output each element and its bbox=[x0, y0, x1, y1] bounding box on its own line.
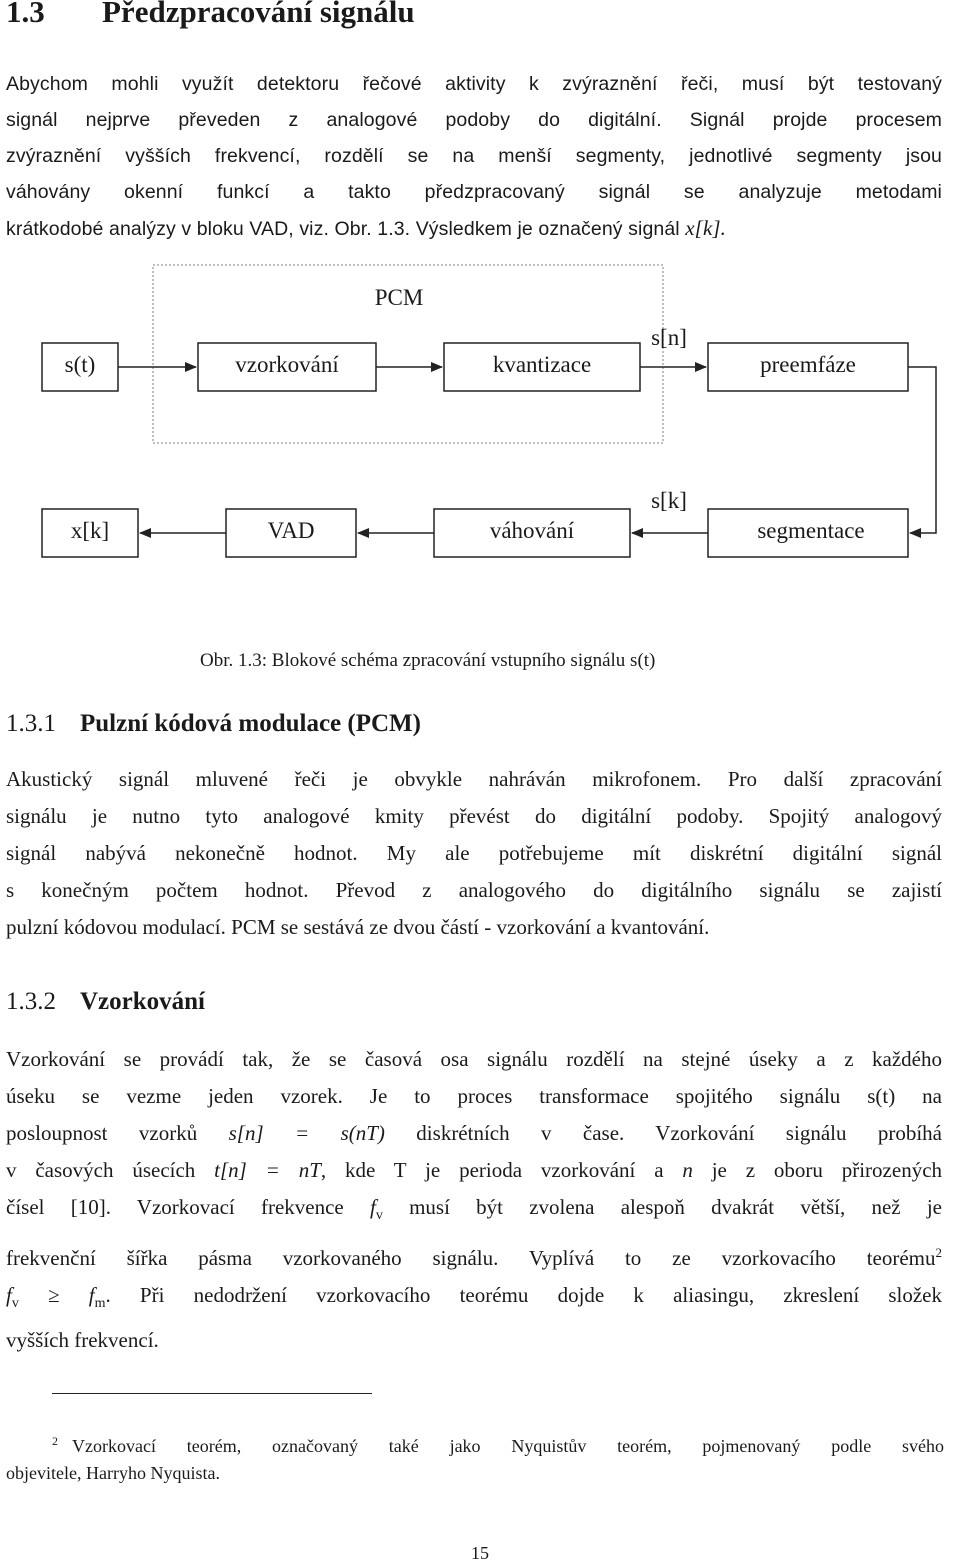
vz-text: čísel [10]. Vzorkovací frekvence bbox=[6, 1195, 370, 1219]
pcm-label: PCM bbox=[374, 285, 424, 310]
section-heading bbox=[6, 0, 415, 30]
vz-math: s(t) bbox=[867, 1084, 896, 1108]
intro-line: signál nejprve převeden z analogové podoby do digitální. Signál projde procesem bbox=[6, 109, 942, 131]
subsection-number: 1.3.1 bbox=[6, 710, 56, 737]
block-vzorkovani-label: vzorkování bbox=[235, 352, 339, 377]
intro-math: x[k]. bbox=[685, 216, 726, 240]
intro-paragraph bbox=[6, 66, 942, 247]
block-segmentace-label: segmentace bbox=[757, 518, 865, 543]
footnote-line: objevitele, Harryho Nyquista. bbox=[6, 1463, 220, 1483]
vz-line bbox=[6, 1078, 942, 1115]
subsection-heading-vzorkovani bbox=[6, 988, 205, 1016]
vz-math: t[n] = nT bbox=[214, 1158, 321, 1182]
pcm-paragraph bbox=[6, 761, 942, 946]
intro-line: Abychom mohli využít detektoru řečové aktivity k zvýraznění řeči, musí být testovaný bbox=[6, 73, 942, 95]
vz-text: posloupnost vzorků bbox=[6, 1121, 229, 1145]
footnote-divider bbox=[52, 1393, 372, 1394]
subsection-title: Pulzní kódová modulace (PCM) bbox=[80, 710, 421, 737]
vz-text: je z oboru přirozených bbox=[692, 1158, 943, 1182]
vz-math: ≥ bbox=[18, 1283, 89, 1308]
vz-math: f bbox=[6, 1283, 12, 1308]
footnote-mark: 2 bbox=[52, 1434, 58, 1448]
vz-math-sub: v bbox=[375, 1208, 383, 1224]
intro-line bbox=[6, 210, 942, 247]
footnote-line bbox=[6, 1428, 944, 1460]
intro-line: zvýraznění vyšších frekvencí, rozdělí se na menší segmenty, jednotlivé segmenty jsou bbox=[6, 145, 942, 167]
intro-line: váhovány okenní funkcí a takto předzpracovaný signál se analyzuje metodami bbox=[6, 181, 942, 203]
vz-text: frekvenční šířka pásma vzorkovaného signálu. Vyplívá to ze vzorkovacího teorému bbox=[6, 1246, 936, 1271]
vz-text: úseku se vezme jeden vzorek. Je to proces transformace spojitého signálu bbox=[6, 1084, 868, 1108]
vz-math-sub: m bbox=[94, 1296, 106, 1312]
block-preemfaze-label: preemfáze bbox=[760, 352, 856, 377]
vz-math: s[n] = s(nT) bbox=[228, 1121, 385, 1145]
vz-line bbox=[6, 1115, 942, 1152]
section-number: 1.3 bbox=[6, 0, 45, 29]
vz-text: v časových úsecích bbox=[6, 1158, 215, 1182]
vz-math: n bbox=[682, 1158, 693, 1182]
vz-line bbox=[6, 1234, 942, 1277]
vz-line: vyšších frekvencí. bbox=[6, 1328, 159, 1353]
vz-line bbox=[6, 1152, 942, 1189]
section-title: Předzpracování signálu bbox=[102, 0, 415, 29]
pcm-line: Akustický signál mluvené řeči je obvykle nahráván mikrofonem. Pro další zpracování bbox=[6, 767, 942, 791]
vz-line: Vzorkování se provádí tak, že se časová osa signálu rozdělí na stejné úseky a z každého bbox=[6, 1047, 942, 1071]
block-diagram bbox=[0, 255, 960, 595]
pcm-line: s konečným počtem hodnot. Převod z analogového do digitálního signálu se zajistí bbox=[6, 878, 942, 902]
block-diagram-lines bbox=[0, 255, 960, 595]
pcm-line: pulzní kódovou modulací. PCM se sestává ze dvou částí - vzorkování a kvantování. bbox=[6, 915, 710, 939]
signal-sk-label: s[k] bbox=[651, 488, 687, 513]
footnote bbox=[6, 1428, 944, 1487]
vz-text: musí být zvolena alespoň dvakrát větší, než je bbox=[382, 1195, 942, 1219]
vz-text: . Při nedodržení vzorkovacího teorému dojde k aliasingu, zkreslení složek bbox=[105, 1283, 942, 1308]
block-vahovani-label: váhování bbox=[489, 518, 575, 543]
vz-line bbox=[6, 1189, 942, 1234]
arrow-preemfaze-segmentace bbox=[908, 367, 936, 533]
vz-line bbox=[6, 1277, 942, 1322]
vzorkovani-paragraph bbox=[6, 1041, 942, 1359]
block-st-label: s(t) bbox=[64, 352, 96, 377]
vz-math: f bbox=[88, 1283, 95, 1308]
signal-sn-label: s[n] bbox=[651, 325, 687, 350]
pcm-line: signálu je nutno tyto analogové kmity převést do digitální podoby. Spojitý analogový bbox=[6, 804, 942, 828]
footnote-ref: 2 bbox=[935, 1245, 942, 1261]
block-xk-label: x[k] bbox=[70, 518, 110, 543]
figure-caption: Obr. 1.3: Blokové schéma zpracování vstupního signálu s(t) bbox=[200, 650, 656, 671]
intro-last-text: krátkodobé analýzy v bloku VAD, viz. Obr. 1.3. Výsledkem je označený signál bbox=[6, 218, 686, 240]
subsection-heading-pcm bbox=[6, 710, 421, 738]
vz-text: diskrétních v čase. Vzorkování signálu probíhá bbox=[384, 1121, 943, 1145]
pcm-line: signál nabývá nekonečně hodnot. My ale potřebujeme mít diskrétní digitální signál bbox=[6, 841, 942, 865]
vz-text: na bbox=[895, 1084, 942, 1108]
footnote-text: Vzorkovací teorém, označovaný také jako Nyquistův teorém, pojmenovaný podle svého bbox=[72, 1436, 944, 1456]
subsection-title: Vzorkování bbox=[80, 988, 205, 1015]
block-vad-label: VAD bbox=[267, 518, 315, 543]
vz-math-sub: v bbox=[11, 1296, 19, 1312]
block-kvantizace-label: kvantizace bbox=[492, 352, 592, 377]
subsection-number: 1.3.2 bbox=[6, 988, 56, 1015]
vz-text: , kde T je perioda vzorkování a bbox=[320, 1158, 683, 1182]
page-number: 15 bbox=[471, 1543, 489, 1563]
vz-math: f bbox=[370, 1195, 376, 1219]
